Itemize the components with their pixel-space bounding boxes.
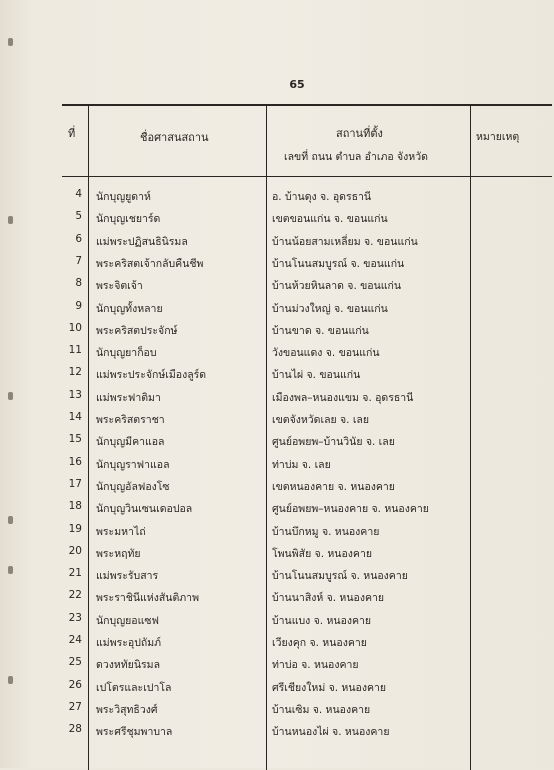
row-name: นักบุญวินเซนเดอปอล (96, 503, 193, 516)
row-location: วังขอนแดง จ. ขอนแก่น (272, 347, 380, 360)
row-location: ศูนย์อพยพ–บ้านวินัย จ. เลย (272, 436, 395, 449)
row-name: นักบุญอัลฟองโซ (96, 480, 170, 493)
row-name: พระวิสุทธิวงศ์ (96, 703, 158, 716)
table-row (0, 699, 554, 721)
row-location: เมืองพล–หนองแขม จ. อุดรธานี (272, 391, 414, 404)
row-number: 23 (68, 611, 82, 624)
row-number: 18 (68, 500, 82, 513)
table-row (0, 342, 554, 364)
row-name: นักบุญเชยาร์ด (96, 213, 161, 226)
row-name: พระจิตเจ้า (96, 280, 143, 293)
row-name: แม่พระอุปถัมภ์ (96, 637, 162, 649)
table-row (0, 654, 554, 676)
row-location: บ้านเซิม จ. หนองคาย (272, 703, 371, 716)
row-name: พระศรีชุมพาบาล (96, 726, 173, 739)
header-name: ชื่อศาสนสถาน (140, 131, 209, 144)
row-number: 25 (68, 656, 82, 669)
table-row (0, 610, 554, 632)
row-number: 13 (68, 388, 82, 401)
row-number: 22 (68, 589, 82, 602)
row-number: 21 (68, 567, 82, 580)
row-number: 26 (68, 678, 82, 691)
row-number: 15 (68, 433, 82, 446)
table-row (0, 476, 554, 498)
table-row (0, 498, 554, 520)
row-name: แม่พระประจักษ์เมืองลูร์ด (96, 369, 207, 382)
row-location: บ้านหนองไผ่ จ. หนองคาย (272, 726, 390, 739)
row-number: 8 (75, 277, 82, 290)
row-location: ท่าบ่ม จ. เลย (272, 458, 331, 471)
row-location: เวียงคุก จ. หนองคาย (272, 637, 367, 649)
row-number: 12 (68, 366, 82, 379)
table-row (0, 632, 554, 654)
table-header-rule (62, 176, 552, 177)
row-name: ดวงหทัยนิรมล (96, 659, 161, 672)
row-name: นักบุญยาก็อบ (96, 347, 157, 360)
row-name: พระหฤทัย (96, 547, 141, 560)
row-location: บ้านไผ่ จ. ขอนแก่น (272, 369, 361, 382)
table-row (0, 387, 554, 409)
binder-hole (8, 38, 13, 46)
table-row (0, 275, 554, 297)
table-top-rule (62, 104, 552, 106)
table-row (0, 409, 554, 431)
table-row (0, 231, 554, 253)
row-location: บ้านน้อยสามเหลี่ยม จ. ขอนแก่น (272, 235, 418, 248)
row-location: ท่าบ่อ จ. หนองคาย (272, 659, 359, 672)
row-number: 9 (75, 299, 82, 312)
row-name: นักบุญยูดาห์ (96, 191, 151, 203)
row-number: 28 (68, 723, 82, 736)
table-row (0, 298, 554, 320)
row-number: 20 (68, 544, 82, 557)
row-location: เขตหนองคาย จ. หนองคาย (272, 480, 395, 493)
row-location: บ้านบึกหมู จ. หนองคาย (272, 525, 380, 538)
table-row (0, 208, 554, 230)
row-name: แม่พระปฏิสนธินิรมล (96, 235, 188, 248)
row-location: บ้านขาด จ. ขอนแก่น (272, 324, 369, 337)
row-name: พระคริสตเจ้ากลับคืนชีพ (96, 257, 204, 270)
row-name: นักบุญราฟาแอล (96, 458, 170, 471)
row-name: นักบุญทั้งหลาย (96, 302, 163, 315)
row-number: 4 (75, 188, 82, 200)
row-number: 19 (68, 522, 82, 535)
row-number: 5 (75, 210, 82, 223)
table-row (0, 364, 554, 386)
row-number: 11 (68, 344, 82, 357)
row-name: พระราชินีแห่งสันติภาพ (96, 592, 200, 605)
table-row (0, 454, 554, 476)
table-row (0, 521, 554, 543)
row-location: บ้านนาสิงห์ จ. หนองคาย (272, 592, 385, 605)
row-location: อ. บ้านดุง จ. อุดรธานี (272, 191, 372, 203)
table-row (0, 186, 554, 208)
table-row (0, 431, 554, 453)
table-row (0, 320, 554, 342)
row-number: 7 (75, 254, 82, 267)
header-remark: หมายเหตุ (476, 131, 520, 143)
row-location: ศูนย์อพยพ–หนองคาย จ. หนองคาย (272, 503, 429, 516)
row-location: เขตจังหวัดเลย จ. เลย (272, 414, 370, 426)
row-location: บ้านแบง จ. หนองคาย (272, 614, 372, 627)
row-number: 24 (68, 634, 82, 646)
row-name: แม่พระฟาติมา (96, 391, 161, 404)
row-number: 27 (68, 700, 82, 713)
row-name: นักบุญยอแซฟ (96, 614, 159, 627)
row-number: 16 (68, 455, 82, 468)
header-no: ที่ (68, 127, 76, 140)
row-location: บ้านโนนสมบูรณ์ จ. ขอนแก่น (272, 257, 405, 270)
table-row (0, 253, 554, 275)
table-row (0, 543, 554, 565)
row-location: เขตขอนแก่น จ. ขอนแก่น (272, 213, 388, 226)
row-name: เปโตรและเปาโล (96, 681, 172, 694)
row-number: 14 (68, 411, 82, 423)
table-row (0, 587, 554, 609)
row-location: บ้านโนนสมบูรณ์ จ. หนองคาย (272, 570, 408, 583)
row-location: บ้านม่วงใหญ่ จ. ขอนแก่น (272, 302, 388, 315)
row-location: โพนพิสัย จ. หนองคาย (272, 547, 372, 560)
row-number: 17 (68, 477, 82, 490)
header-location-title: สถานที่ตั้ง (336, 127, 383, 140)
row-number: 10 (68, 321, 82, 334)
header-location-sub: เลขที่ ถนน ตำบล อำเภอ จังหวัด (284, 151, 428, 163)
page-number: 65 (289, 78, 305, 91)
table-row (0, 565, 554, 587)
table-row (0, 677, 554, 699)
row-name: พระคริสตประจักษ์ (96, 324, 178, 337)
row-name: พระคริสตราชา (96, 414, 165, 426)
row-location: ศรีเชียงใหม่ จ. หนองคาย (272, 681, 387, 694)
row-name: พระมหาไถ่ (96, 525, 146, 538)
row-location: บ้านห้วยหินลาด จ. ขอนแก่น (272, 280, 402, 293)
row-number: 6 (75, 232, 82, 245)
table-row (0, 721, 554, 743)
row-name: นักบุญมีคาแอล (96, 436, 165, 449)
row-name: แม่พระรับสาร (96, 570, 159, 583)
